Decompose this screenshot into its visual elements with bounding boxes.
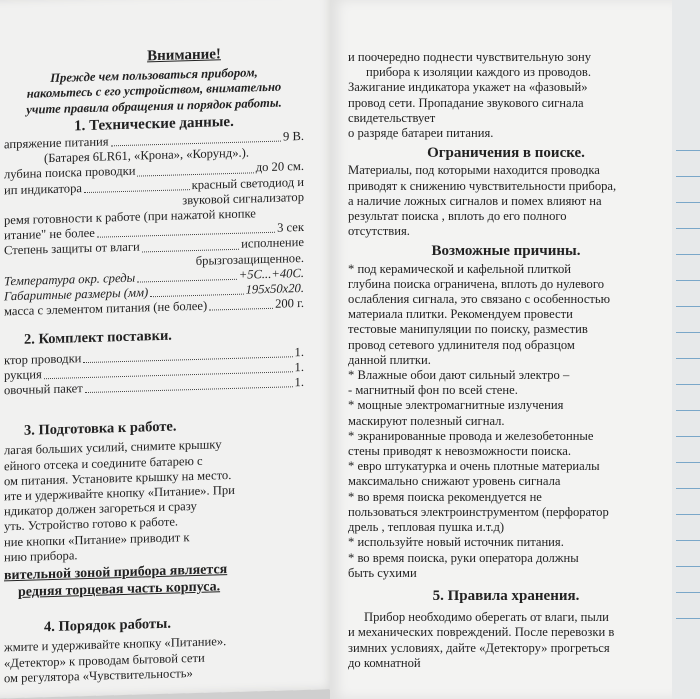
text-line: * используйте новый источник питания. bbox=[348, 535, 564, 550]
dot-leader bbox=[137, 268, 237, 283]
spec-value: 3 сек bbox=[277, 220, 304, 235]
dot-leader bbox=[84, 178, 190, 193]
text-line: материала плитки. Рекомендуем провести bbox=[348, 307, 573, 322]
ruled-line bbox=[676, 332, 700, 333]
prep-line: уть. Устройство готово к работе. bbox=[4, 514, 179, 534]
text-line: приводят к снижению чувствительности прибора, bbox=[348, 178, 617, 193]
text-line: а наличие ложных сигналов и помех влияют на bbox=[348, 193, 602, 208]
text-line: - магнитный фон по всей стене. bbox=[348, 383, 518, 398]
text-line: провод сетевого удлинителя под образцом bbox=[348, 337, 575, 352]
text-line: до комнатной bbox=[348, 655, 421, 670]
spec-value: +5С...+40С. bbox=[238, 265, 304, 282]
text-line: отсутствия. bbox=[348, 224, 410, 239]
prep-line: ние кнопки «Питание» приводит к bbox=[4, 529, 190, 550]
spec-label: лубина поиска проводки bbox=[4, 164, 136, 182]
spec-value: красный светодиод и bbox=[191, 174, 304, 192]
prep-line: ом питания. Установите крышку на место. bbox=[4, 467, 232, 489]
dot-leader bbox=[209, 297, 273, 311]
spec-label: Степень защиты от влаги bbox=[4, 239, 140, 258]
prep-line: ите и удерживайте кнопку «Питание». При bbox=[4, 482, 235, 504]
causes-text bbox=[348, 262, 664, 581]
ruled-line bbox=[676, 228, 700, 229]
text-line: прибора к изоляции каждого из проводов. bbox=[366, 65, 592, 80]
ruled-line bbox=[676, 410, 700, 411]
spec-value: 9 В. bbox=[283, 128, 304, 144]
order-line: жмите и удерживайте кнопку «Питание». bbox=[4, 634, 227, 655]
prep-line: ейного отсека и соедините батарею с bbox=[4, 453, 203, 474]
dot-leader bbox=[137, 161, 253, 176]
intro-line: Прежде чем пользоваться прибором, bbox=[50, 65, 258, 86]
ruled-line bbox=[676, 436, 700, 437]
text-line: быть сухими bbox=[348, 565, 417, 580]
intro-line: накомьтесь с его устройством, внимательно bbox=[26, 79, 282, 102]
ruled-line bbox=[676, 202, 700, 203]
specs-title: 1. Технические данные. bbox=[74, 113, 234, 135]
spec-label: апряжение питания bbox=[4, 134, 109, 152]
text-line: глубина поиска ограничена, вплоть до нулевого bbox=[348, 276, 604, 291]
kit-value: 1. bbox=[294, 375, 304, 390]
ruled-line bbox=[676, 150, 700, 151]
text-line: * евро штукатурка и очень плотные материалы bbox=[348, 459, 600, 474]
text-line: данной плитки. bbox=[348, 352, 431, 367]
order-line: «Детектор» к проводам бытовой сети bbox=[4, 650, 205, 670]
prep-title: 3. Подготовка к работе. bbox=[24, 418, 177, 440]
text-line: ослабления сигнала, это связано с особенностью bbox=[348, 292, 611, 307]
ruled-line bbox=[676, 176, 700, 177]
sensitive-zone-note bbox=[4, 559, 304, 601]
spec-value: 200 г. bbox=[275, 296, 304, 312]
detection-text bbox=[348, 50, 664, 141]
intro-line: учите правила обращения и порядок работы. bbox=[26, 95, 282, 117]
spec-label: Температура окр. среды bbox=[4, 270, 136, 289]
spec-value: брызгозащищенное. bbox=[195, 250, 304, 268]
text-line: провод сети. Пропадание звукового сигнала bbox=[348, 95, 584, 110]
text-line: зимних условиях, дайте «Детектору» прогреться bbox=[348, 640, 610, 655]
kit-title: 2. Комплект поставки. bbox=[24, 328, 172, 349]
text-line: тестовые манипуляции по поиску, разместив bbox=[348, 322, 588, 337]
spec-label: ип индикатора bbox=[4, 180, 82, 197]
prep-text bbox=[4, 435, 304, 565]
ruled-line bbox=[676, 306, 700, 307]
background-paper-strip bbox=[672, 0, 700, 699]
text-line: * под керамической и кафельной плиткой bbox=[348, 261, 572, 276]
zone-line: вительной зоной прибора является bbox=[4, 562, 228, 584]
prep-line: лагая больших усилий, снимите крышку bbox=[4, 437, 222, 458]
spec-value: исполнение bbox=[241, 235, 304, 252]
dot-leader bbox=[142, 237, 239, 252]
ruled-line bbox=[676, 514, 700, 515]
text-line: максимально снижают уровень сигнала bbox=[348, 474, 561, 489]
ruled-line bbox=[676, 280, 700, 281]
text-line: и поочередно поднести чувствительную зону bbox=[348, 50, 592, 64]
text-line: о разряде батареи питания. bbox=[348, 126, 494, 141]
zone-line: редняя торцевая часть корпуса. bbox=[18, 579, 221, 601]
warning-title: Внимание! bbox=[147, 46, 221, 65]
text-line: и механических повреждений. После перевозки в bbox=[348, 625, 615, 640]
dot-leader bbox=[150, 283, 243, 298]
text-line: пользоваться электроинструментом (перфоратор bbox=[348, 504, 609, 519]
ruled-line bbox=[676, 488, 700, 489]
specs-list bbox=[4, 129, 304, 320]
spec-value: звуковой сигнализатор bbox=[182, 189, 304, 208]
limits-title: Ограничения в поиске. bbox=[427, 145, 585, 162]
text-line: * во время поиска, руки оператора должны bbox=[348, 550, 579, 565]
limits-text bbox=[348, 163, 664, 239]
order-title: 4. Порядок работы. bbox=[44, 615, 172, 636]
right-column bbox=[348, 50, 664, 671]
text-line: результат поиска , вплоть до его полного bbox=[348, 209, 567, 224]
order-text bbox=[4, 632, 304, 686]
text-line: * мощные электромагнитные излучения bbox=[348, 398, 564, 413]
spec-label: масса с элементом питания (не более) bbox=[4, 298, 208, 319]
left-page bbox=[0, 0, 335, 699]
text-line: Материалы, под которыми находится проводка bbox=[348, 163, 600, 178]
order-line: ом регулятора «Чувствительность» bbox=[4, 665, 193, 686]
ruled-line bbox=[676, 462, 700, 463]
text-line: * экранированные провода и железобетонные bbox=[348, 428, 594, 443]
text-line: свидетельствует bbox=[348, 110, 436, 125]
text-line: маскируют полезный сигнал. bbox=[348, 413, 505, 428]
ruled-line bbox=[676, 592, 700, 593]
kit-label: рукция bbox=[4, 367, 42, 383]
intro-text bbox=[4, 64, 304, 118]
spec-label: ремя готовности к работе (при нажатой кнопке bbox=[4, 206, 256, 228]
spec-label: (Батарея 6LR61, «Крона», «Корунд».). bbox=[44, 145, 249, 166]
kit-list bbox=[4, 345, 304, 399]
spec-value: 195х50х20. bbox=[245, 280, 304, 297]
ruled-line bbox=[676, 254, 700, 255]
spec-label: Габаритные размеры (мм) bbox=[4, 285, 149, 304]
ruled-line bbox=[676, 618, 700, 619]
ruled-line bbox=[676, 566, 700, 567]
right-page bbox=[330, 0, 675, 699]
text-line: Зажигание индикатора укажет на «фазовый» bbox=[348, 80, 588, 95]
kit-value: 1. bbox=[294, 359, 304, 375]
storage-title: 5. Правила хранения. bbox=[432, 587, 580, 604]
ruled-line bbox=[676, 384, 700, 385]
spec-value: до 20 см. bbox=[255, 159, 304, 175]
text-line: дрель , тепловая пушка и.т.д) bbox=[348, 520, 505, 535]
kit-label: овочный пакет bbox=[4, 381, 83, 398]
kit-value: 1. bbox=[294, 344, 304, 359]
prep-line: ндикатор должен загореться и сразу bbox=[4, 499, 197, 519]
causes-title: Возможные причины. bbox=[431, 243, 581, 260]
text-line: * во время поиска рекомендуется не bbox=[348, 489, 542, 504]
kit-label: ктор проводки bbox=[4, 350, 82, 367]
left-column bbox=[4, 29, 304, 686]
ruled-line bbox=[676, 540, 700, 541]
prep-line: нию прибора. bbox=[4, 548, 78, 565]
ruled-line bbox=[676, 358, 700, 359]
text-line: * Влажные обои дают сильный электро – bbox=[348, 368, 570, 383]
text-line: стены приводят к невозможности поиска. bbox=[348, 444, 572, 459]
storage-text bbox=[348, 610, 664, 671]
spec-label: итание" не более bbox=[4, 226, 95, 243]
text-line: Прибор необходимо оберегать от влаги, пыли bbox=[364, 610, 609, 625]
